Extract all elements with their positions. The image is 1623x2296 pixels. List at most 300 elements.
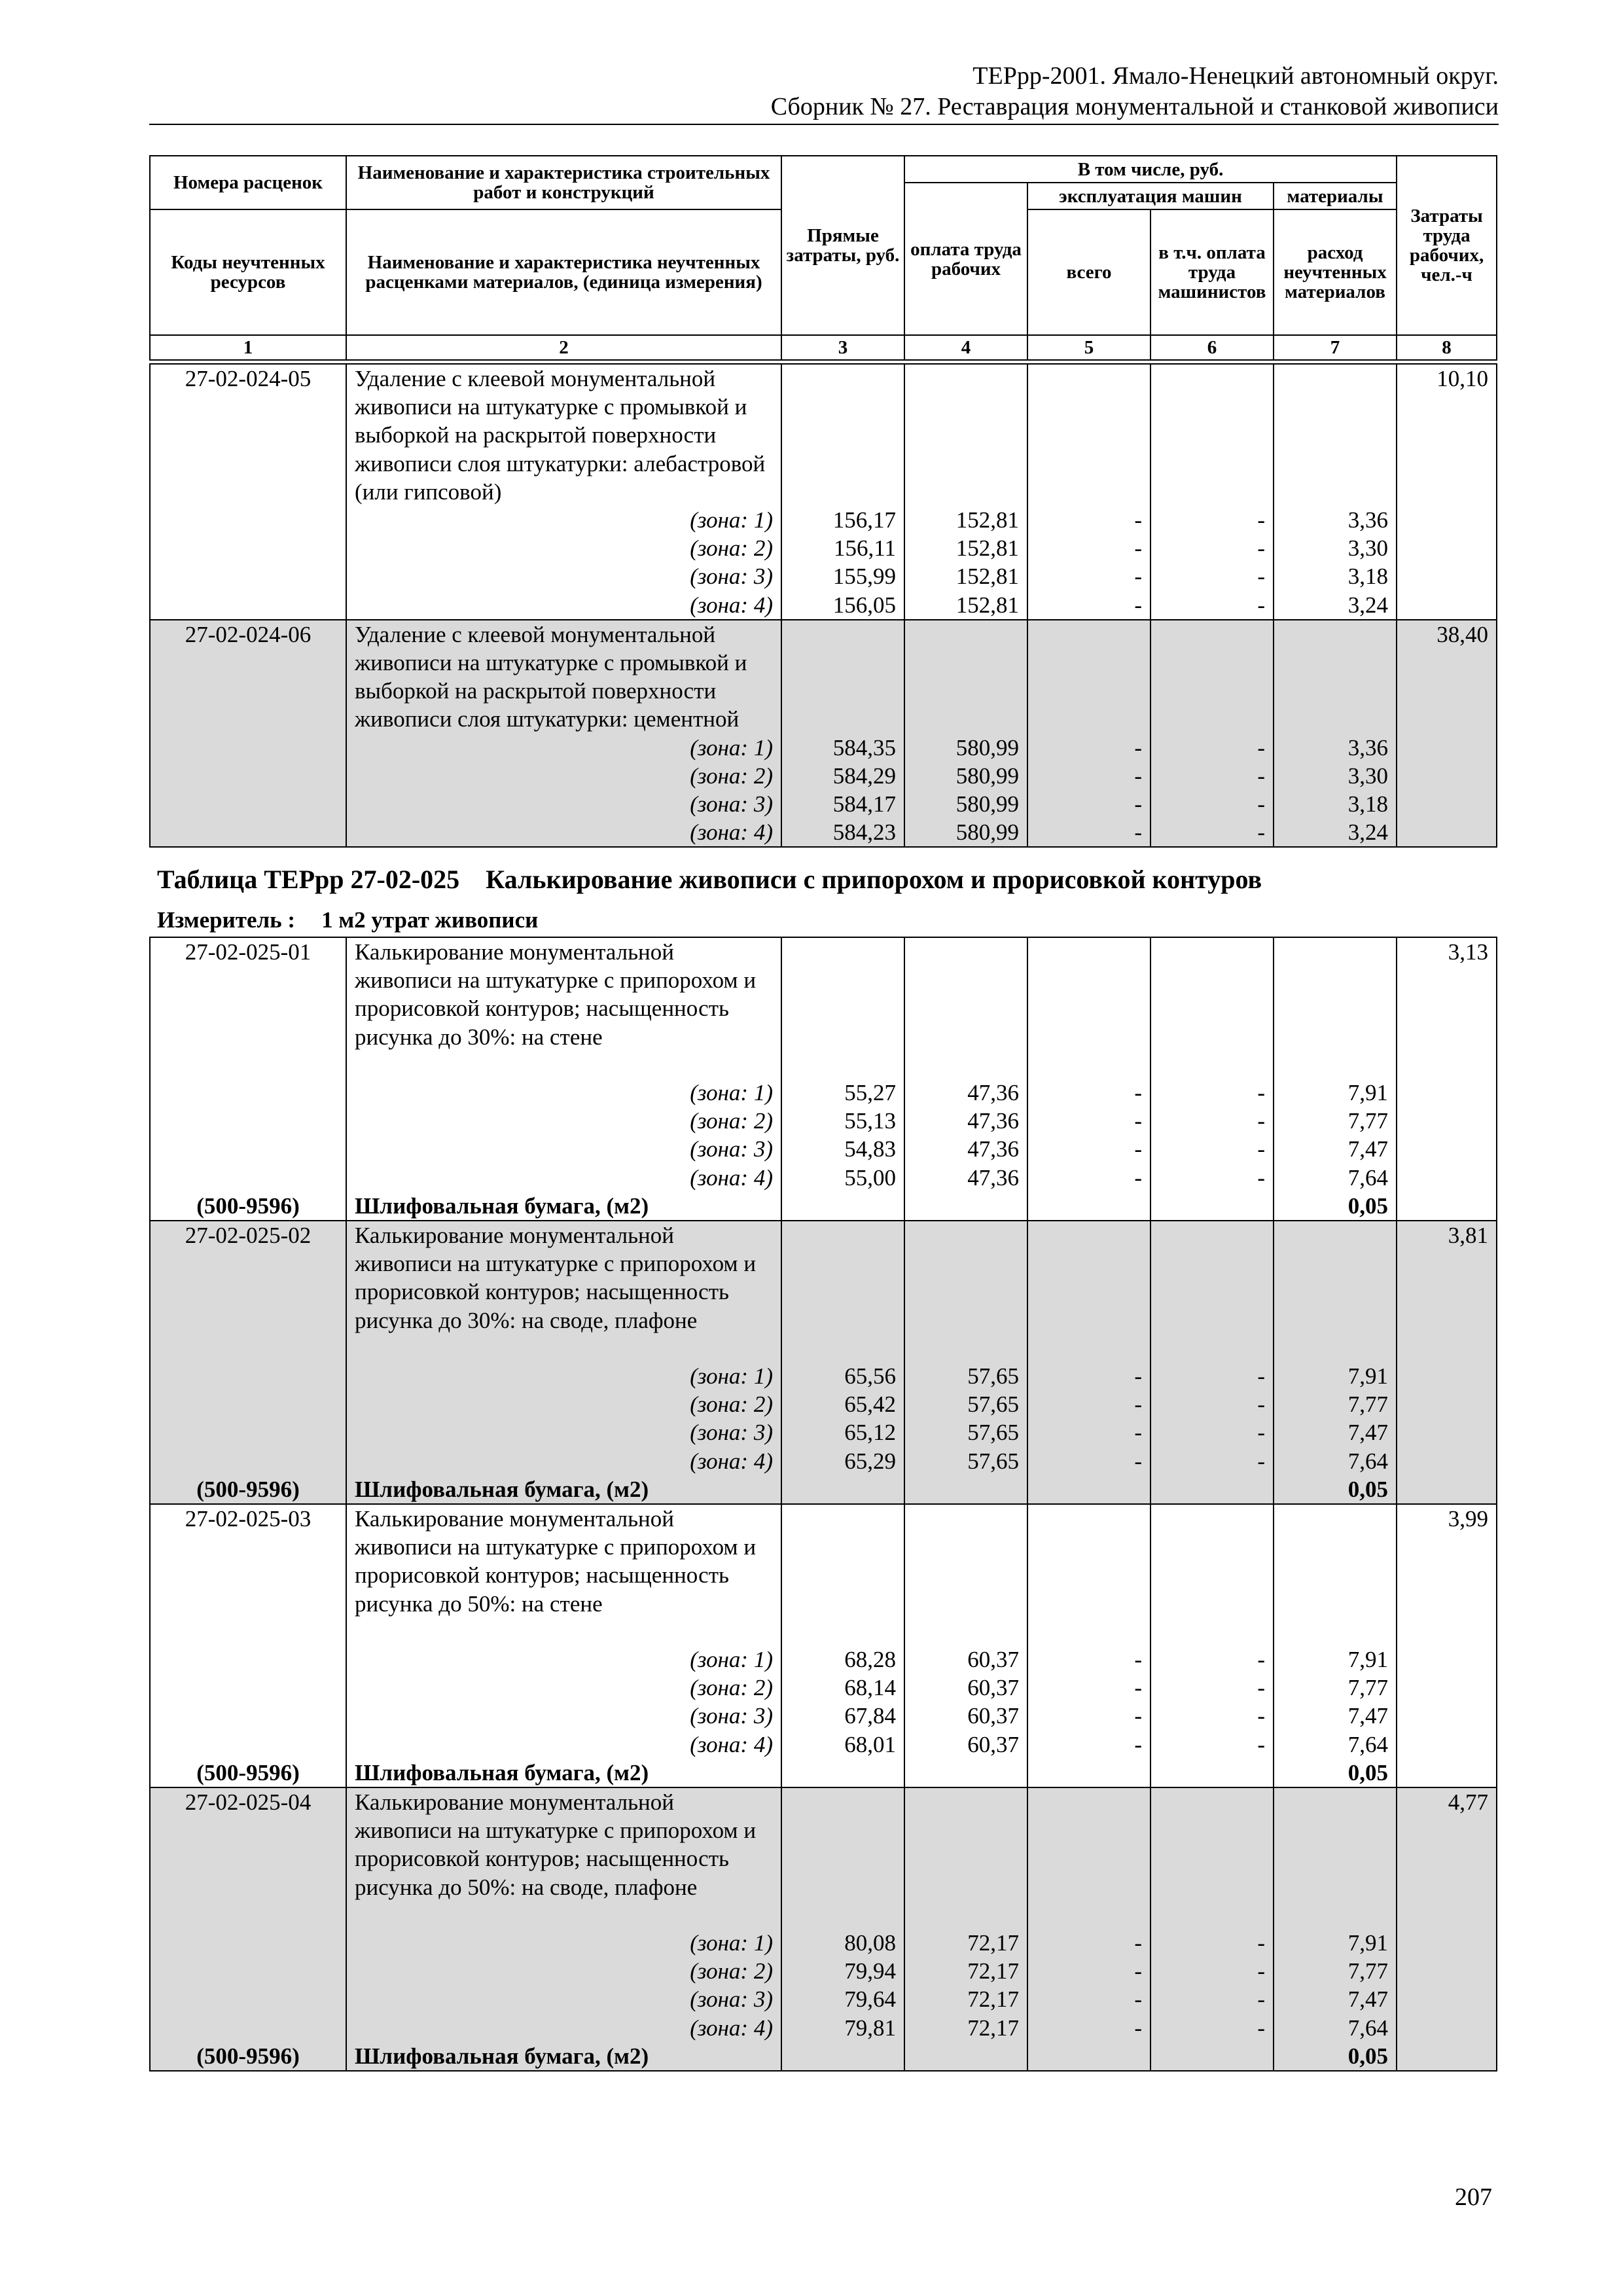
- header-index-4: 4: [904, 335, 1027, 360]
- machines-total: -: [1027, 790, 1150, 818]
- zone-row: [150, 562, 1497, 590]
- empty-cell: [1397, 1135, 1497, 1163]
- wages: 60,37: [904, 1731, 1027, 1759]
- rate-labor: 3,99: [1397, 1504, 1497, 1645]
- empty-cell: [1397, 1645, 1497, 1674]
- machine-wages: -: [1150, 762, 1274, 790]
- header-material-consumption: расход неучтенных материалов: [1274, 209, 1397, 335]
- machine-wages: -: [1150, 1418, 1274, 1446]
- machine-wages: -: [1150, 591, 1274, 620]
- empty-cell: [1397, 1164, 1497, 1192]
- zone-label: (зона: 1): [346, 1362, 781, 1390]
- wages: 47,36: [904, 1164, 1027, 1192]
- empty-cell: [150, 534, 346, 562]
- rate-code: 27-02-025-01: [150, 937, 346, 1079]
- zone-label: (зона: 3): [346, 1135, 781, 1163]
- machine-wages: -: [1150, 734, 1274, 762]
- empty-cell: [1397, 790, 1497, 818]
- empty-cell: [150, 818, 346, 847]
- resource-code: (500-9596): [150, 1192, 346, 1221]
- resource-quantity: 0,05: [1274, 2042, 1397, 2071]
- zone-row: [150, 1957, 1497, 1985]
- empty-cell: [1150, 1504, 1274, 1645]
- materials: 3,30: [1274, 534, 1397, 562]
- resource-quantity: 0,05: [1274, 1475, 1397, 1504]
- zone-label: (зона: 2): [346, 1957, 781, 1985]
- empty-cell: [1397, 506, 1497, 534]
- machines-total: -: [1027, 762, 1150, 790]
- empty-cell: [150, 506, 346, 534]
- machines-total: -: [1027, 1985, 1150, 2013]
- resource-name: Шлифовальная бумага, (м2): [346, 1759, 781, 1787]
- zone-row: [150, 1135, 1497, 1163]
- machines-total: -: [1027, 734, 1150, 762]
- wages: 580,99: [904, 818, 1027, 847]
- empty-cell: [150, 1985, 346, 2013]
- direct-cost: 68,28: [781, 1645, 904, 1674]
- direct-cost: 55,13: [781, 1107, 904, 1135]
- wages: 47,36: [904, 1107, 1027, 1135]
- header-index-8: 8: [1397, 335, 1497, 360]
- direct-cost: 65,42: [781, 1390, 904, 1418]
- empty-cell: [150, 762, 346, 790]
- direct-cost: 79,81: [781, 2014, 904, 2042]
- zone-row: [150, 1645, 1497, 1674]
- empty-cell: [1397, 762, 1497, 790]
- empty-cell: [904, 364, 1027, 506]
- empty-cell: [1397, 1759, 1497, 1787]
- resource-quantity: 0,05: [1274, 1192, 1397, 1221]
- empty-cell: [904, 2042, 1027, 2071]
- direct-cost: 155,99: [781, 562, 904, 590]
- wages: 57,65: [904, 1362, 1027, 1390]
- empty-cell: [1274, 1221, 1397, 1362]
- zone-label: (зона: 3): [346, 790, 781, 818]
- materials: 7,47: [1274, 1702, 1397, 1730]
- machines-total: -: [1027, 2014, 1150, 2042]
- wages: 57,65: [904, 1418, 1027, 1446]
- materials: 3,18: [1274, 562, 1397, 590]
- materials: 3,24: [1274, 818, 1397, 847]
- empty-cell: [781, 1504, 904, 1645]
- empty-cell: [1397, 2042, 1497, 2071]
- materials: 3,36: [1274, 734, 1397, 762]
- machines-total: -: [1027, 1390, 1150, 1418]
- empty-cell: [150, 1079, 346, 1107]
- wages: 47,36: [904, 1079, 1027, 1107]
- empty-cell: [150, 1362, 346, 1390]
- direct-cost: 65,12: [781, 1418, 904, 1446]
- materials: 7,47: [1274, 1418, 1397, 1446]
- table-title: Таблица ТЕРрр 27-02-025 Калькирование живописи с припорохом и прорисовкой контуров: [157, 865, 1262, 894]
- rate-labor: 10,10: [1397, 364, 1497, 506]
- empty-cell: [1027, 2042, 1150, 2071]
- direct-cost: 68,01: [781, 1731, 904, 1759]
- empty-cell: [781, 937, 904, 1079]
- header-index-3: 3: [781, 335, 904, 360]
- machine-wages: -: [1150, 1107, 1274, 1135]
- empty-cell: [781, 1787, 904, 1929]
- running-header-title: ТЕРрр-2001. Ямало-Ненецкий автономный округ.: [972, 62, 1499, 90]
- zone-row: [150, 2014, 1497, 2042]
- header-rate-numbers: Номера расценок: [150, 156, 346, 209]
- empty-cell: [1397, 534, 1497, 562]
- zone-row: [150, 1731, 1497, 1759]
- materials: 7,77: [1274, 1107, 1397, 1135]
- empty-cell: [904, 1787, 1027, 1929]
- header-resource-names: Наименование и характеристика неучтенных расценками материалов, (единица измерения): [346, 209, 781, 335]
- machine-wages: -: [1150, 1674, 1274, 1702]
- rates-table-section-1: [149, 363, 1497, 848]
- machines-total: -: [1027, 1135, 1150, 1163]
- empty-cell: [904, 1192, 1027, 1221]
- empty-cell: [781, 620, 904, 734]
- zone-row: [150, 1929, 1497, 1957]
- wages: 580,99: [904, 762, 1027, 790]
- machines-total: -: [1027, 1674, 1150, 1702]
- rate-description: Калькирование монументальной живописи на штукатурке с припорохом и прорисовкой контуров; насыщенность рисунка до 50%: на стене: [346, 1504, 781, 1645]
- machine-wages: -: [1150, 1985, 1274, 2013]
- materials: 3,36: [1274, 506, 1397, 534]
- empty-cell: [1150, 1221, 1274, 1362]
- rates-table-section-2: [149, 937, 1497, 2072]
- header-resource-codes: Коды неучтенных ресурсов: [150, 209, 346, 335]
- empty-cell: [150, 1957, 346, 1985]
- zone-row: [150, 1702, 1497, 1730]
- zone-label: (зона: 2): [346, 1107, 781, 1135]
- machines-total: -: [1027, 1107, 1150, 1135]
- direct-cost: 79,64: [781, 1985, 904, 2013]
- direct-cost: 67,84: [781, 1702, 904, 1730]
- materials: 7,64: [1274, 1731, 1397, 1759]
- zone-row: [150, 1447, 1497, 1475]
- wages: 57,65: [904, 1390, 1027, 1418]
- wages: 580,99: [904, 734, 1027, 762]
- resource-code: (500-9596): [150, 1475, 346, 1504]
- empty-cell: [1397, 1390, 1497, 1418]
- direct-cost: 584,17: [781, 790, 904, 818]
- zone-row: [150, 762, 1497, 790]
- materials: 7,77: [1274, 1957, 1397, 1985]
- rate-code: 27-02-025-04: [150, 1787, 346, 1929]
- wages: 152,81: [904, 534, 1027, 562]
- wages: 57,65: [904, 1447, 1027, 1475]
- machines-total: -: [1027, 1929, 1150, 1957]
- zone-row: [150, 1674, 1497, 1702]
- zone-row: [150, 818, 1497, 847]
- empty-cell: [1274, 937, 1397, 1079]
- zone-row: [150, 1107, 1497, 1135]
- header-work-name: Наименование и характеристика строительных работ и конструкций: [346, 156, 781, 209]
- zone-row: [150, 534, 1497, 562]
- direct-cost: 156,17: [781, 506, 904, 534]
- zone-label: (зона: 3): [346, 1418, 781, 1446]
- wages: 72,17: [904, 1957, 1027, 1985]
- materials: 7,64: [1274, 2014, 1397, 2042]
- zone-row: [150, 1985, 1497, 2013]
- zone-label: (зона: 2): [346, 1674, 781, 1702]
- header-index-2: 2: [346, 335, 781, 360]
- machine-wages: -: [1150, 506, 1274, 534]
- empty-cell: [1397, 1362, 1497, 1390]
- empty-cell: [150, 1390, 346, 1418]
- zone-label: (зона: 2): [346, 534, 781, 562]
- empty-cell: [1397, 1079, 1497, 1107]
- machine-wages: -: [1150, 1731, 1274, 1759]
- wages: 72,17: [904, 1985, 1027, 2013]
- empty-cell: [1397, 2014, 1497, 2042]
- rate-row: [150, 620, 1497, 734]
- direct-cost: 584,29: [781, 762, 904, 790]
- zone-row: [150, 1164, 1497, 1192]
- empty-cell: [1397, 1192, 1497, 1221]
- wages: 60,37: [904, 1702, 1027, 1730]
- table-header: [149, 155, 1497, 361]
- materials: 7,91: [1274, 1645, 1397, 1674]
- machine-wages: -: [1150, 562, 1274, 590]
- zone-row: [150, 1390, 1497, 1418]
- wages: 72,17: [904, 2014, 1027, 2042]
- empty-cell: [1027, 1475, 1150, 1504]
- empty-cell: [1150, 1475, 1274, 1504]
- wages: 152,81: [904, 506, 1027, 534]
- wages: 580,99: [904, 790, 1027, 818]
- rate-description: Калькирование монументальной живописи на штукатурке с припорохом и прорисовкой контуров; насыщенность рисунка до 30%: на стене: [346, 937, 781, 1079]
- header-materials: материалы: [1274, 183, 1397, 209]
- rate-row: [150, 364, 1497, 506]
- empty-cell: [781, 364, 904, 506]
- machine-wages: -: [1150, 1702, 1274, 1730]
- machine-wages: -: [1150, 1135, 1274, 1163]
- empty-cell: [904, 1221, 1027, 1362]
- header-wages: оплата труда рабочих: [904, 183, 1027, 335]
- zone-row: [150, 506, 1497, 534]
- empty-cell: [150, 2014, 346, 2042]
- empty-cell: [781, 1475, 904, 1504]
- direct-cost: 79,94: [781, 1957, 904, 1985]
- rate-description: Удаление с клеевой монументальной живописи на штукатурке с промывкой и выборкой на раскрытой поверхности живописи слоя штукатурки: цементной: [346, 620, 781, 734]
- empty-cell: [1397, 1929, 1497, 1957]
- resource-name: Шлифовальная бумага, (м2): [346, 1192, 781, 1221]
- empty-cell: [1397, 562, 1497, 590]
- zone-label: (зона: 1): [346, 506, 781, 534]
- rate-row: [150, 937, 1497, 1079]
- machine-wages: -: [1150, 1390, 1274, 1418]
- empty-cell: [1397, 1702, 1497, 1730]
- empty-cell: [1274, 1787, 1397, 1929]
- materials: 3,30: [1274, 762, 1397, 790]
- empty-cell: [1274, 364, 1397, 506]
- zone-label: (зона: 3): [346, 562, 781, 590]
- resource-row: [150, 1192, 1497, 1221]
- resource-quantity: 0,05: [1274, 1759, 1397, 1787]
- empty-cell: [1027, 1221, 1150, 1362]
- header-machines-total: всего: [1027, 209, 1150, 335]
- rate-labor: 4,77: [1397, 1787, 1497, 1929]
- materials: 3,18: [1274, 790, 1397, 818]
- empty-cell: [1027, 1192, 1150, 1221]
- header-index-5: 5: [1027, 335, 1150, 360]
- materials: 7,91: [1274, 1362, 1397, 1390]
- empty-cell: [150, 1447, 346, 1475]
- header-labor-costs: Затраты труда рабочих, чел.-ч: [1397, 156, 1497, 335]
- resource-row: [150, 1475, 1497, 1504]
- direct-cost: 65,56: [781, 1362, 904, 1390]
- page-number: 207: [1455, 2183, 1492, 2211]
- empty-cell: [1027, 620, 1150, 734]
- machines-total: -: [1027, 818, 1150, 847]
- materials: 7,91: [1274, 1079, 1397, 1107]
- rate-description: Калькирование монументальной живописи на штукатурке с припорохом и прорисовкой контуров; насыщенность рисунка до 50%: на своде, плафоне: [346, 1787, 781, 1929]
- wages: 60,37: [904, 1674, 1027, 1702]
- wages: 72,17: [904, 1929, 1027, 1957]
- empty-cell: [1397, 818, 1497, 847]
- empty-cell: [1150, 1787, 1274, 1929]
- machine-wages: -: [1150, 790, 1274, 818]
- empty-cell: [150, 591, 346, 620]
- zone-label: (зона: 1): [346, 734, 781, 762]
- empty-cell: [1397, 1447, 1497, 1475]
- empty-cell: [1027, 1759, 1150, 1787]
- measure-line: Измеритель : 1 м2 утрат живописи: [157, 907, 539, 933]
- machines-total: -: [1027, 1731, 1150, 1759]
- empty-cell: [150, 1674, 346, 1702]
- empty-cell: [1027, 1787, 1150, 1929]
- empty-cell: [904, 1504, 1027, 1645]
- direct-cost: 65,29: [781, 1447, 904, 1475]
- machine-wages: -: [1150, 1362, 1274, 1390]
- machine-wages: -: [1150, 1447, 1274, 1475]
- direct-cost: 68,14: [781, 1674, 904, 1702]
- machines-total: -: [1027, 506, 1150, 534]
- empty-cell: [1150, 937, 1274, 1079]
- zone-label: (зона: 4): [346, 591, 781, 620]
- empty-cell: [1027, 364, 1150, 506]
- empty-cell: [1397, 1957, 1497, 1985]
- empty-cell: [904, 1475, 1027, 1504]
- empty-cell: [781, 1192, 904, 1221]
- direct-cost: 55,00: [781, 1164, 904, 1192]
- empty-cell: [1150, 364, 1274, 506]
- empty-cell: [904, 937, 1027, 1079]
- rate-labor: 38,40: [1397, 620, 1497, 734]
- zone-row: [150, 591, 1497, 620]
- wages: 152,81: [904, 562, 1027, 590]
- header-machines: эксплуатация машин: [1027, 183, 1274, 209]
- rate-row: [150, 1221, 1497, 1362]
- zone-label: (зона: 4): [346, 1447, 781, 1475]
- direct-cost: 156,11: [781, 534, 904, 562]
- rate-description: Удаление с клеевой монументальной живописи на штукатурке с промывкой и выборкой на раскрытой поверхности живописи слоя штукатурки: алебастровой (или гипсовой): [346, 364, 781, 506]
- empty-cell: [1397, 1475, 1497, 1504]
- machine-wages: -: [1150, 1957, 1274, 1985]
- empty-cell: [781, 1221, 904, 1362]
- materials: 7,77: [1274, 1390, 1397, 1418]
- empty-cell: [150, 1702, 346, 1730]
- rate-code: 27-02-025-03: [150, 1504, 346, 1645]
- empty-cell: [904, 1759, 1027, 1787]
- rate-row: [150, 1787, 1497, 1929]
- machines-total: -: [1027, 1079, 1150, 1107]
- rate-labor: 3,13: [1397, 937, 1497, 1079]
- empty-cell: [1027, 937, 1150, 1079]
- materials: 7,91: [1274, 1929, 1397, 1957]
- resource-name: Шлифовальная бумага, (м2): [346, 2042, 781, 2071]
- empty-cell: [781, 2042, 904, 2071]
- resource-name: Шлифовальная бумага, (м2): [346, 1475, 781, 1504]
- empty-cell: [150, 1135, 346, 1163]
- header-rule: [149, 124, 1499, 125]
- empty-cell: [1397, 1107, 1497, 1135]
- zone-label: (зона: 2): [346, 1390, 781, 1418]
- empty-cell: [1027, 1504, 1150, 1645]
- direct-cost: 80,08: [781, 1929, 904, 1957]
- zone-label: (зона: 1): [346, 1645, 781, 1674]
- wages: 47,36: [904, 1135, 1027, 1163]
- machines-total: -: [1027, 1645, 1150, 1674]
- zone-label: (зона: 4): [346, 818, 781, 847]
- wages: 152,81: [904, 591, 1027, 620]
- running-header-subtitle: Сборник № 27. Реставрация монументальной и станковой живописи: [770, 93, 1499, 120]
- direct-cost: 54,83: [781, 1135, 904, 1163]
- machines-total: -: [1027, 591, 1150, 620]
- machine-wages: -: [1150, 1929, 1274, 1957]
- zone-label: (зона: 3): [346, 1702, 781, 1730]
- empty-cell: [150, 562, 346, 590]
- empty-cell: [150, 1418, 346, 1446]
- machines-total: -: [1027, 1164, 1150, 1192]
- zone-row: [150, 790, 1497, 818]
- machines-total: -: [1027, 1702, 1150, 1730]
- empty-cell: [150, 790, 346, 818]
- empty-cell: [1274, 1504, 1397, 1645]
- header-index-1: 1: [150, 335, 346, 360]
- direct-cost: 55,27: [781, 1079, 904, 1107]
- empty-cell: [1150, 1192, 1274, 1221]
- empty-cell: [150, 1107, 346, 1135]
- rate-code: 27-02-024-06: [150, 620, 346, 734]
- resource-row: [150, 2042, 1497, 2071]
- header-direct-costs: Прямые затраты, руб.: [781, 156, 904, 335]
- machine-wages: -: [1150, 1164, 1274, 1192]
- resource-code: (500-9596): [150, 1759, 346, 1787]
- materials: 7,47: [1274, 1985, 1397, 2013]
- empty-cell: [1397, 1985, 1497, 2013]
- direct-cost: 584,35: [781, 734, 904, 762]
- zone-label: (зона: 4): [346, 1731, 781, 1759]
- empty-cell: [1150, 2042, 1274, 2071]
- empty-cell: [1397, 1418, 1497, 1446]
- zone-row: [150, 1079, 1497, 1107]
- header-index-7: 7: [1274, 335, 1397, 360]
- zone-label: (зона: 2): [346, 762, 781, 790]
- empty-cell: [781, 1759, 904, 1787]
- zone-label: (зона: 3): [346, 1985, 781, 2013]
- machine-wages: -: [1150, 818, 1274, 847]
- materials: 3,24: [1274, 591, 1397, 620]
- empty-cell: [150, 1929, 346, 1957]
- empty-cell: [1274, 620, 1397, 734]
- rate-row: [150, 1504, 1497, 1645]
- header-index-6: 6: [1150, 335, 1274, 360]
- machines-total: -: [1027, 1362, 1150, 1390]
- wages: 60,37: [904, 1645, 1027, 1674]
- machines-total: -: [1027, 1418, 1150, 1446]
- machines-total: -: [1027, 562, 1150, 590]
- machines-total: -: [1027, 1447, 1150, 1475]
- rate-labor: 3,81: [1397, 1221, 1497, 1362]
- empty-cell: [150, 1164, 346, 1192]
